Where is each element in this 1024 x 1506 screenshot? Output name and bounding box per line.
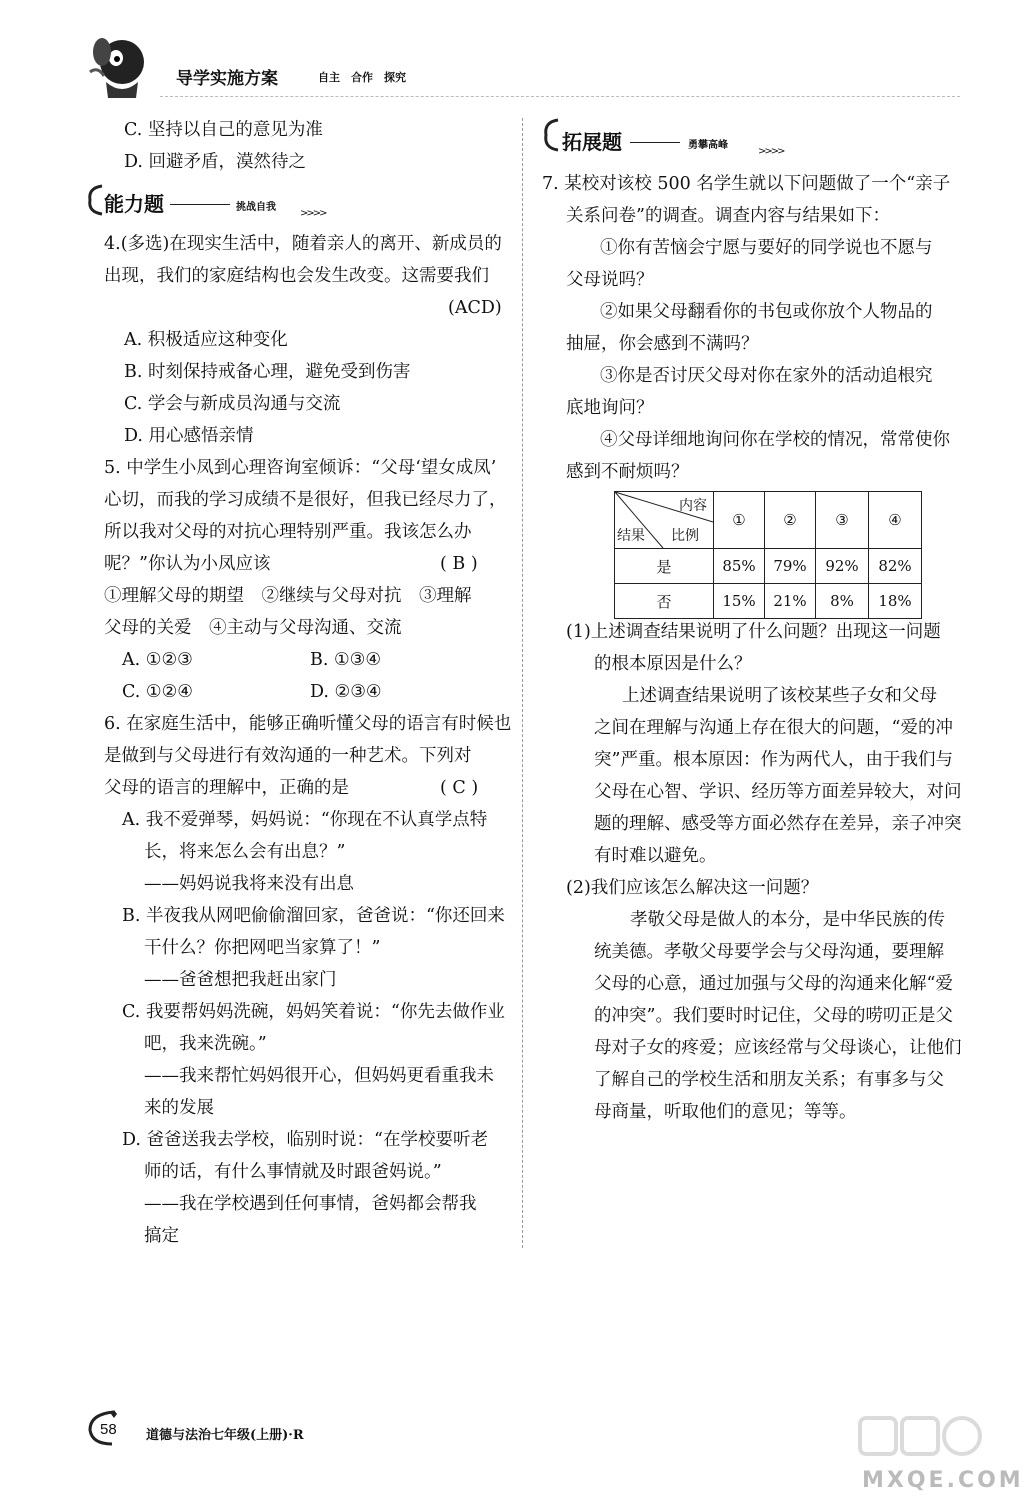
q6-line-1: 6. 在家庭生活中，能够正确听懂父母的语言有时候也 bbox=[104, 714, 512, 734]
table-corner-cell bbox=[615, 492, 714, 549]
q4-option-b: B. 时刻保持戒备心理，避免受到伤害 bbox=[124, 362, 411, 382]
q7-intro-1: 7. 某校对该校 500 名学生就以下问题做了一个“亲子 bbox=[542, 174, 951, 194]
q6-d-3: ——我在学校遇到任何事情，爸妈都会帮我 bbox=[144, 1194, 477, 1214]
q7-sub1-question-2: 的根本原因是什么？ bbox=[594, 654, 752, 674]
chevrons-icon: >>>> bbox=[758, 146, 784, 157]
section-subtitle-extension: 勇攀高峰 bbox=[688, 140, 728, 151]
section-subtitle-ability: 挑战自我 bbox=[236, 202, 276, 213]
q6-line-2: 是做到与父母进行有效沟通的一种艺术。下列对 bbox=[104, 746, 472, 766]
q7-item-4b: 感到不耐烦吗？ bbox=[566, 462, 689, 482]
corner-left-label: 结果 bbox=[617, 528, 645, 544]
q5-line-2: 心切，而我的学习成绩不是很好，但我已经尽力了， bbox=[104, 490, 507, 510]
q6-a-1: A. 我不爱弹琴，妈妈说：“你现在不认真学点特 bbox=[122, 810, 488, 830]
q7-item-3b: 底地询问？ bbox=[566, 398, 654, 418]
q4-answer: (ACD) bbox=[448, 298, 502, 318]
q7-sub2-answer-6: 了解自己的学校生活和朋友关系；有事多与父 bbox=[594, 1070, 944, 1090]
q7-sub2-answer-5: 母对子女的疼爱；应该经常与父母谈心，让他们 bbox=[594, 1038, 962, 1058]
q5-statement-1: ①理解父母的期望 ②继续与父母对抗 ③理解 bbox=[104, 586, 472, 606]
page-number: 58 bbox=[100, 1421, 117, 1438]
q5-option-c: C. ①②④ bbox=[122, 682, 193, 702]
column-header: ④ bbox=[869, 492, 922, 549]
q5-option-a: A. ①②③ bbox=[122, 650, 193, 670]
q4-line-1: 4.(多选)在现实生活中，随着亲人的离开、新成员的 bbox=[104, 234, 502, 254]
q6-d-2: 师的话，有什么事情就及时跟爸妈说。” bbox=[144, 1162, 442, 1182]
q7-sub1-question-1: (1)上述调查结果说明了什么问题？出现这一问题 bbox=[566, 622, 941, 642]
section-rule bbox=[170, 204, 230, 205]
column-header: ① bbox=[714, 492, 765, 549]
q7-sub2-answer-4: 的冲突”。我们要时时记住，父母的唠叨正是父 bbox=[594, 1006, 953, 1026]
q5-line-1: 5. 中学生小凤到心理咨询室倾诉：“父母‘望女成凤’ bbox=[104, 458, 497, 478]
section-rule bbox=[630, 142, 680, 143]
q7-sub2-answer-7: 母商量，听取他们的意见；等等。 bbox=[594, 1102, 857, 1122]
q6-a-3: ——妈妈说我将来没有出息 bbox=[144, 874, 354, 894]
header-rule bbox=[160, 96, 960, 97]
table-cell: 21% bbox=[765, 584, 816, 619]
q5-statement-2: 父母的关爱 ④主动与父母沟通、交流 bbox=[104, 618, 402, 638]
q4-option-a: A. 积极适应这种变化 bbox=[124, 330, 288, 350]
table-cell: 15% bbox=[714, 584, 765, 619]
q7-item-1a: ①你有苦恼会宁愿与要好的同学说也不愿与 bbox=[600, 238, 933, 258]
q6-answer: ( C ) bbox=[440, 778, 479, 798]
q6-b-1: B. 半夜我从网吧偷偷溜回家，爸爸说：“你还回来 bbox=[122, 906, 505, 926]
chevrons-icon: >>>> bbox=[300, 208, 326, 219]
q6-d-1: D. 爸爸送我去学校，临别时说：“在学校要听老 bbox=[122, 1130, 488, 1150]
header-title: 导学实施方案 bbox=[176, 69, 278, 89]
q7-item-2b: 抽屉，你会感到不满吗？ bbox=[566, 334, 759, 354]
q7-sub2-question: (2)我们应该怎么解决这一问题？ bbox=[566, 878, 819, 898]
table-cell: 92% bbox=[816, 549, 869, 584]
q7-sub1-answer-3: 突”严重。根本原因：作为两代人，由于我们与 bbox=[594, 750, 953, 770]
section-title-ability: 能力题 bbox=[104, 192, 164, 216]
q7-sub1-answer-5: 题的理解、感受等方面必然存在差异，亲子冲突 bbox=[594, 814, 962, 834]
mascot-logo-icon bbox=[86, 32, 152, 102]
corner-mid-label: 比例 bbox=[671, 528, 699, 544]
row-label: 否 bbox=[615, 584, 714, 619]
table-row bbox=[615, 549, 922, 584]
column-header: ② bbox=[765, 492, 816, 549]
q6-line-3: 父母的语言的理解中，正确的是 bbox=[104, 778, 349, 798]
book-title: 道德与法治七年级(上册)·R bbox=[146, 1428, 304, 1443]
survey-results-table bbox=[614, 491, 922, 619]
corner-top-label: 内容 bbox=[679, 498, 707, 514]
q7-item-2a: ②如果父母翻看你的书包或你放个人物品的 bbox=[600, 302, 933, 322]
q7-intro-2: 关系问卷”的调查。调查内容与结果如下： bbox=[566, 206, 890, 226]
table-cell: 18% bbox=[869, 584, 922, 619]
q6-c-3: ——我来帮忙妈妈很开心，但妈妈更看重我未 bbox=[144, 1066, 494, 1086]
table-row bbox=[615, 584, 922, 619]
q7-item-4a: ④父母详细地询问你在学校的情况，常常使你 bbox=[600, 430, 950, 450]
q4-line-2: 出现，我们的家庭结构也会发生改变。这需要我们 bbox=[104, 266, 489, 286]
section-bracket-icon bbox=[542, 118, 562, 152]
q7-sub2-answer-2: 统美德。孝敬父母要学会与父母沟通，要理解 bbox=[594, 942, 944, 962]
q7-sub1-answer-1: 上述调查结果说明了该校某些子女和父母 bbox=[622, 686, 937, 706]
q5-line-3: 所以我对父母的对抗心理特别严重。我该怎么办 bbox=[104, 522, 472, 542]
section-title-extension: 拓展题 bbox=[562, 130, 622, 154]
section-bracket-icon bbox=[86, 184, 106, 216]
q5-line-4: 呢？”你认为小凤应该 bbox=[104, 554, 271, 574]
q7-item-3a: ③你是否讨厌父母对你在家外的活动追根究 bbox=[600, 366, 933, 386]
q7-sub2-answer-1: 孝敬父母是做人的本分，是中华民族的传 bbox=[630, 910, 945, 930]
q7-sub2-answer-3: 父母的心意，通过加强与父母的沟通来化解“爱 bbox=[594, 974, 953, 994]
table-cell: 82% bbox=[869, 549, 922, 584]
table-cell: 8% bbox=[816, 584, 869, 619]
option-d: D. 回避矛盾，漠然待之 bbox=[124, 152, 307, 172]
q6-b-2: 干什么？你把网吧当家算了！” bbox=[144, 938, 381, 958]
q4-option-d: D. 用心感悟亲情 bbox=[124, 426, 254, 446]
table-cell: 79% bbox=[765, 549, 816, 584]
q4-option-c: C. 学会与新成员沟通与交流 bbox=[124, 394, 341, 414]
q7-sub1-answer-2: 之间在理解与沟通上存在很大的问题，“爱的冲 bbox=[594, 718, 953, 738]
q5-option-b: B. ①③④ bbox=[310, 650, 382, 670]
q5-answer: ( B ) bbox=[440, 554, 478, 574]
q6-d-4: 搞定 bbox=[144, 1226, 179, 1246]
table-cell: 85% bbox=[714, 549, 765, 584]
row-label: 是 bbox=[615, 549, 714, 584]
q7-sub1-answer-4: 父母在心智、学识、经历等方面差异较大，对问 bbox=[594, 782, 962, 802]
q6-a-2: 长，将来怎么会有出息？” bbox=[144, 842, 346, 862]
option-c: C. 坚持以自己的意见为准 bbox=[124, 120, 323, 140]
column-header: ③ bbox=[816, 492, 869, 549]
q5-option-d: D. ②③④ bbox=[310, 682, 382, 702]
header-subtitle: 自主 合作 探究 bbox=[318, 71, 406, 84]
q6-c-2: 吧，我来洗碗。” bbox=[144, 1034, 267, 1054]
watermark-text: MXQE.COM bbox=[862, 1468, 1024, 1493]
q7-item-1b: 父母说吗？ bbox=[566, 270, 654, 290]
q7-sub1-answer-6: 有时难以避免。 bbox=[594, 846, 717, 866]
q6-c-1: C. 我要帮妈妈洗碗，妈妈笑着说：“你先去做作业 bbox=[122, 1002, 505, 1022]
q6-c-4: 来的发展 bbox=[144, 1098, 214, 1118]
column-divider bbox=[522, 118, 523, 1248]
q6-b-3: ——爸爸想把我赶出家门 bbox=[144, 970, 337, 990]
